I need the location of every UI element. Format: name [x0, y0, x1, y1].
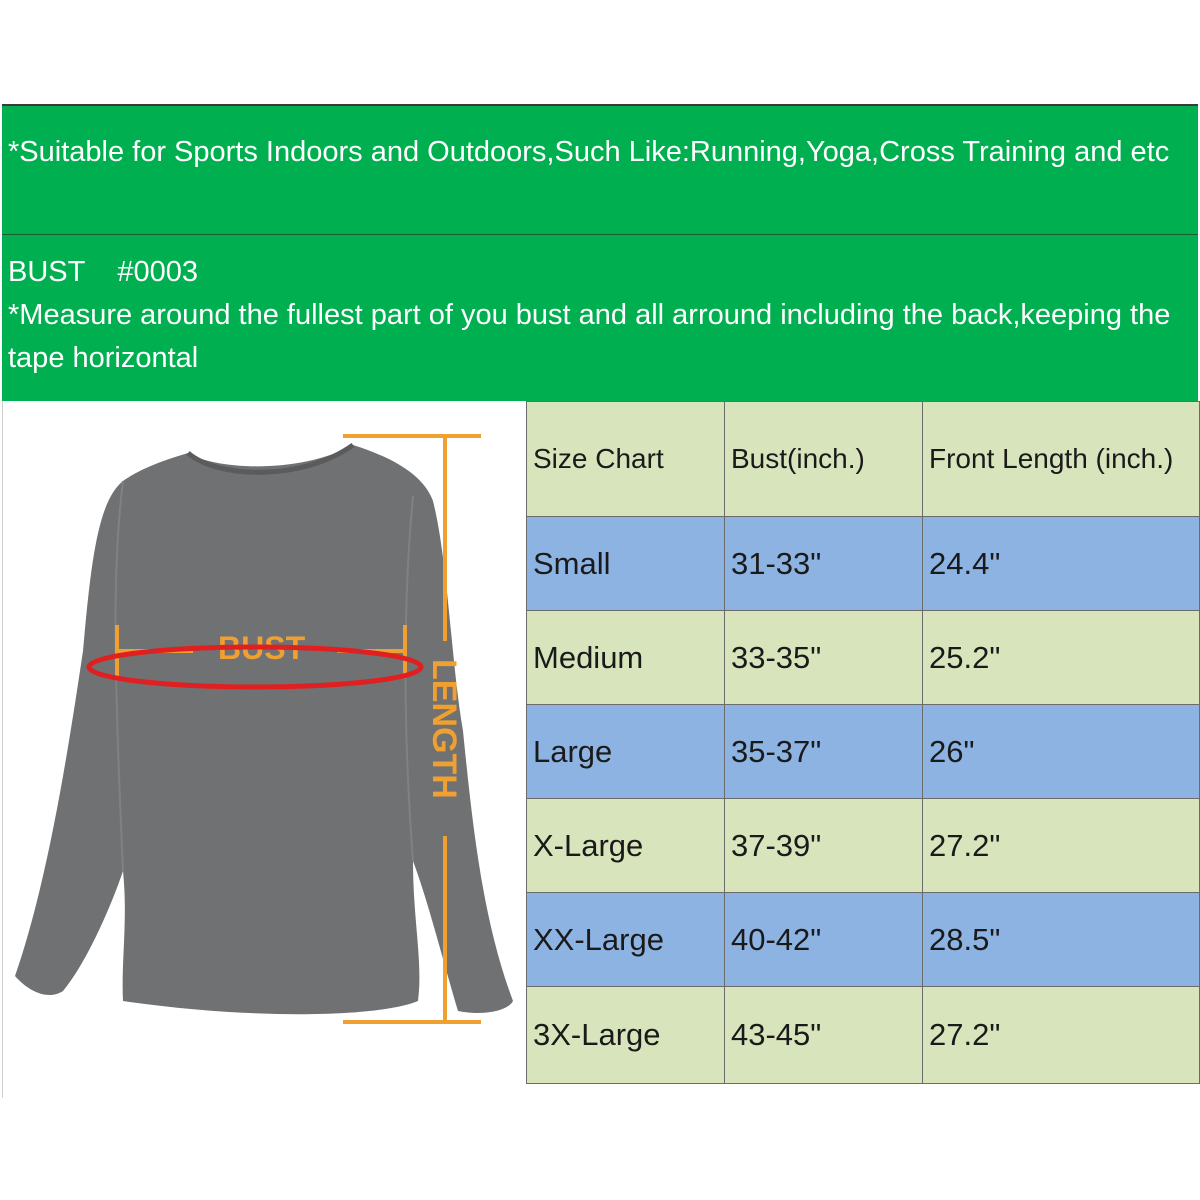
- table-row: [527, 517, 1200, 611]
- cell-bust: 31-33": [725, 517, 923, 611]
- cell-length: 25.2": [923, 611, 1200, 705]
- header-size: Size Chart: [527, 402, 725, 517]
- measure-instructions: *Measure around the fullest part of you bust and all arround including the back,keeping the tape horizontal: [8, 299, 1171, 374]
- header-bust: Bust(inch.): [725, 402, 923, 517]
- model-code: #0003: [117, 256, 198, 288]
- cell-length: 27.2": [923, 987, 1200, 1084]
- shirt-illustration: [3, 401, 528, 1098]
- cell-size: X-Large: [527, 799, 725, 893]
- cell-length: 24.4": [923, 517, 1200, 611]
- bust-heading-label: BUST: [8, 256, 86, 288]
- cell-size: Small: [527, 517, 725, 611]
- table-row: [527, 705, 1200, 799]
- measure-banner: [2, 235, 1198, 401]
- shirt-figure: [2, 401, 528, 1098]
- cell-length: 27.2": [923, 799, 1200, 893]
- bust-heading: [8, 251, 1198, 294]
- cell-bust: 40-42": [725, 893, 923, 987]
- cell-size: Medium: [527, 611, 725, 705]
- table-header-row: [527, 402, 1200, 517]
- cell-size: XX-Large: [527, 893, 725, 987]
- table-row: [527, 893, 1200, 987]
- header-length: Front Length (inch.): [923, 402, 1200, 517]
- cell-length: 26": [923, 705, 1200, 799]
- cell-bust: 33-35": [725, 611, 923, 705]
- cell-bust: 35-37": [725, 705, 923, 799]
- suitability-text: *Suitable for Sports Indoors and Outdoors,Such Like:Running,Yoga,Cross Training and etc: [8, 136, 1170, 168]
- table-row: [527, 987, 1200, 1084]
- cell-size: Large: [527, 705, 725, 799]
- length-label: LENGTH: [425, 659, 463, 799]
- cell-bust: 37-39": [725, 799, 923, 893]
- cell-length: 28.5": [923, 893, 1200, 987]
- table-row: [527, 611, 1200, 705]
- cell-bust: 43-45": [725, 987, 923, 1084]
- cell-size: 3X-Large: [527, 987, 725, 1084]
- bust-figure-label: BUST: [218, 630, 306, 666]
- suitability-banner: [2, 104, 1198, 235]
- size-chart-table: [526, 401, 1200, 1084]
- table-row: [527, 799, 1200, 893]
